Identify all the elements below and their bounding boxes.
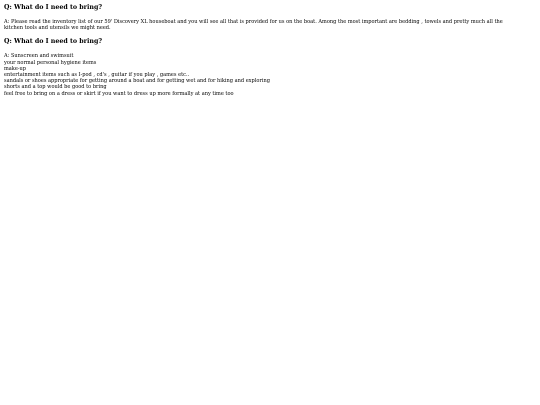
answer-line: your normal personal hygiene items bbox=[4, 59, 97, 66]
faq-question-1: Q: What do I need to bring? bbox=[4, 4, 103, 11]
answer-line: kitchen tools and utensils we might need. bbox=[4, 25, 111, 32]
answer-line: feel free to bring on a dress or skirt if you want to dress up more formally at any time too bbox=[4, 90, 234, 97]
answer-line: make-up bbox=[4, 65, 27, 72]
answer-line: A: Please read the inventory list of our 59' Discovery XL houseboat and you will see all that is provided for us on the boat. Among the most important are bedding , towels and pretty much all the bbox=[4, 19, 503, 25]
faq-answer-2 bbox=[4, 53, 536, 96]
answer-line: entertainment items such as I-pod , cd's , guitar if you play , games etc.. bbox=[4, 72, 190, 79]
faq-question-2: Q: What do I need to bring? bbox=[4, 38, 103, 46]
answer-line: shorts and a top would be good to bring bbox=[4, 84, 107, 91]
faq-answer-1 bbox=[4, 19, 536, 31]
answer-line: A: Sunscreen and swimsuit bbox=[4, 53, 74, 60]
answer-line: sandals or shoes appropriate for getting around a boat and for getting wet and for hiking and exploring bbox=[4, 78, 270, 85]
